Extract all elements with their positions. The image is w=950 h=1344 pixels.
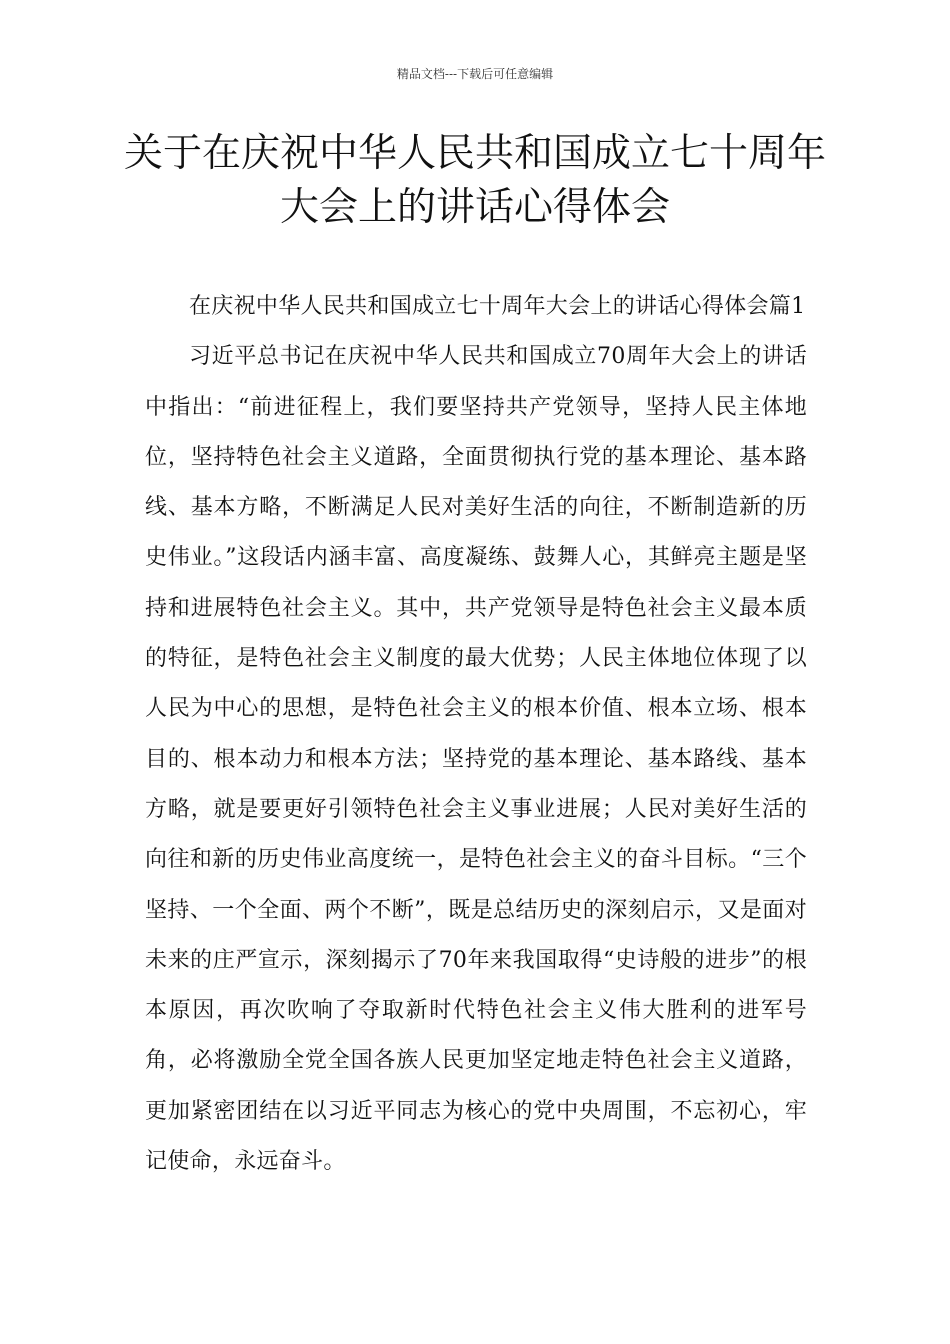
document-title: 关于在庆祝中华人民共和国成立七十周年大会上的讲话心得体会 [123,131,826,230]
section-heading-paragraph: 在庆祝中华人民共和国成立七十周年大会上的讲话心得体会篇1 [189,294,806,319]
document-body [145,282,807,1187]
page-header: 精品文档---下载后可任意编辑 [396,67,554,81]
body-paragraph: 习近平总书记在庆祝中华人民共和国成立70周年大会上的讲话中指出：“前进征程上，我们要坚持共产党领导，坚持人民主体地位，坚持特色社会主义道路，全面贯彻执行党的基本理论、基本路线、基本方略，不断满足人民对美好生活的向往，不断制造新的历史伟业。”这段话内涵丰富、高度凝练、鼓舞人心，其鲜亮主题是坚持和进展特色社会主义。其中，共产党领导是特色社会主义最本质的特征，是特色社会主义制度的最大优势；人民主体地位体现了以人民为中心的思想，是特色社会主义的根本价值、根本立场、根本目的、根本动力和根本方法；坚持党的基本理论、基本路线、基本方略，就是要更好引领特色社会主义事业进展；人民对美好生活的向往和新的历史伟业高度统一，是特色社会主义的奋斗目标。“三个坚持、一个全面、两个不断”，既是总结历史的深刻启示，又是面对未来的庄严宣示，深刻揭示了70年来我国取得“史诗般的进步”的根本原因，再次吹响了夺取新时代特色社会主义伟大胜利的进军号角，必将激励全党全国各族人民更加坚定地走特色社会主义道路，更加紧密团结在以习近平同志为核心的党中央周围，不忘初心，牢记使命，永远奋斗。 [145,344,807,1175]
